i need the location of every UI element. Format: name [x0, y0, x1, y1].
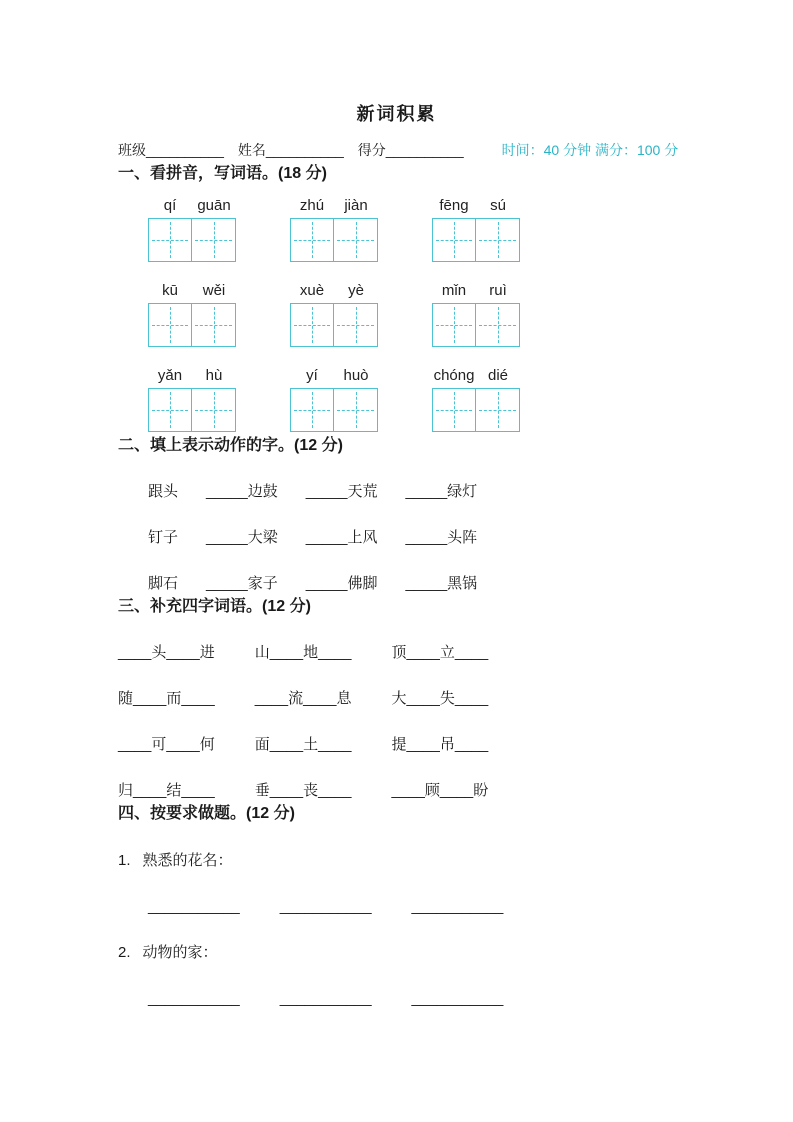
page-title: 新词积累 [356, 104, 437, 124]
fill-blank-item[interactable]: _____大梁 [206, 529, 278, 546]
writing-cell[interactable] [148, 388, 192, 432]
section-2-heading: 二、填上表示动作的字。(12 分) [118, 437, 343, 454]
pinyin-row [148, 282, 743, 347]
pinyin-label [148, 367, 236, 384]
answer-blank[interactable]: ___________ [279, 990, 372, 1007]
fill-blank-item[interactable]: _____天荒 [305, 483, 378, 500]
fill-blank-item[interactable]: ____顾____盼 [391, 782, 489, 799]
answer-blank[interactable]: ___________ [279, 898, 372, 915]
pinyin-syllable: yǎn [157, 367, 183, 384]
question-label: 熟悉的花名： [142, 852, 233, 869]
pinyin-syllable: guān [197, 197, 231, 214]
fill-blank-item[interactable]: _____黑锅 [405, 575, 478, 592]
fill-blank-item[interactable]: 垂____丧____ [254, 782, 352, 799]
fill-blank-item[interactable]: 归____结____ [118, 782, 215, 799]
question-number: 1. [118, 852, 131, 869]
writing-grid [148, 303, 236, 347]
writing-cell[interactable] [432, 218, 476, 262]
fill-blank-item[interactable]: ____头____进 [118, 644, 215, 661]
header-row [118, 140, 743, 160]
writing-cell[interactable] [476, 218, 520, 262]
fill-blank-item[interactable]: ____流____息 [254, 690, 352, 707]
pinyin-syllable: chóng [433, 367, 475, 384]
word-fragment: 跟头 [148, 483, 179, 500]
fill-blank-item[interactable]: 面____土____ [254, 736, 352, 753]
pinyin-syllable: zhú [299, 197, 325, 214]
name-field [238, 140, 344, 160]
name-blank[interactable]: __________ [265, 142, 344, 158]
pinyin-group [432, 367, 520, 432]
pinyin-row [148, 367, 743, 432]
question-item [118, 941, 743, 962]
pinyin-label [290, 367, 378, 384]
fill-row [148, 572, 743, 593]
question-label: 动物的家： [142, 944, 218, 961]
answer-blank[interactable]: ___________ [411, 990, 504, 1007]
fill-row [148, 480, 743, 501]
pinyin-row [148, 197, 743, 262]
writing-grid [290, 388, 378, 432]
fill-blank-item[interactable]: _____头阵 [405, 529, 478, 546]
fill-blank-item[interactable]: 提____吊____ [391, 736, 489, 753]
pinyin-group [148, 282, 236, 347]
worksheet-content [0, 126, 793, 1007]
writing-grid [432, 218, 520, 262]
pinyin-label [148, 282, 236, 299]
pinyin-syllable: qí [163, 197, 177, 214]
answer-blank[interactable]: ___________ [148, 898, 240, 915]
answer-blank-row [148, 990, 743, 1007]
writing-cell[interactable] [290, 303, 334, 347]
pinyin-group [290, 197, 378, 262]
class-label: 班级 [118, 142, 146, 158]
idiom-row [118, 733, 743, 754]
fill-blank-item[interactable]: ____可____何 [118, 736, 215, 753]
pinyin-group [148, 197, 236, 262]
writing-cell[interactable] [192, 218, 236, 262]
writing-cell[interactable] [432, 303, 476, 347]
pinyin-group [290, 282, 378, 347]
word-fragment: 钉子 [148, 529, 179, 546]
pinyin-syllable: huò [343, 367, 369, 384]
question-item [118, 849, 743, 870]
writing-cell[interactable] [148, 218, 192, 262]
pinyin-group [432, 282, 520, 347]
answer-blank[interactable]: ___________ [148, 990, 240, 1007]
writing-grid [290, 218, 378, 262]
fill-blank-item[interactable]: _____边鼓 [206, 483, 278, 500]
writing-cell[interactable] [148, 303, 192, 347]
answer-blank-row [148, 898, 743, 915]
writing-cell[interactable] [290, 388, 334, 432]
pinyin-syllable: ruì [489, 282, 507, 299]
score-label: 得分 [357, 142, 386, 158]
fill-blank-item[interactable]: 山____地____ [254, 644, 352, 661]
writing-cell[interactable] [334, 303, 378, 347]
score-blank[interactable]: __________ [385, 142, 464, 158]
pinyin-syllable: xuè [299, 282, 325, 299]
score-field [358, 140, 464, 160]
section-4-heading: 四、按要求做题。(12 分) [118, 805, 295, 822]
writing-cell[interactable] [192, 388, 236, 432]
question-number: 2. [118, 944, 131, 961]
writing-cell[interactable] [432, 388, 476, 432]
class-field [118, 140, 224, 160]
answer-blank[interactable]: ___________ [411, 898, 504, 915]
writing-cell[interactable] [192, 303, 236, 347]
fill-row [148, 526, 743, 547]
pinyin-syllable: wěi [202, 282, 226, 299]
writing-grid [432, 303, 520, 347]
pinyin-syllable: yè [348, 282, 364, 299]
pinyin-syllable: fēng [439, 197, 469, 214]
fill-blank-item[interactable]: _____家子 [206, 575, 278, 592]
name-label: 姓名 [237, 142, 266, 158]
pinyin-label [290, 197, 378, 214]
pinyin-syllable: kū [162, 282, 178, 299]
pinyin-syllable: sú [490, 197, 506, 214]
writing-grid [290, 303, 378, 347]
writing-grid [148, 388, 236, 432]
word-fragment: 脚石 [148, 575, 179, 592]
fill-blank-item[interactable]: _____佛脚 [305, 575, 378, 592]
idiom-row [118, 779, 743, 800]
writing-cell[interactable] [334, 388, 378, 432]
pinyin-label [432, 367, 520, 384]
pinyin-group [290, 367, 378, 432]
pinyin-syllable: mǐn [441, 282, 467, 299]
class-blank[interactable]: __________ [146, 142, 224, 158]
section-3-heading: 三、补充四字词语。(12 分) [118, 598, 311, 615]
pinyin-syllable: hù [205, 367, 223, 384]
fill-blank-item[interactable]: 顶____立____ [391, 644, 489, 661]
writing-grid [432, 388, 520, 432]
pinyin-label [432, 282, 520, 299]
fill-blank-item[interactable]: 随____而____ [118, 690, 215, 707]
pinyin-label [290, 282, 378, 299]
writing-cell[interactable] [476, 388, 520, 432]
fill-blank-item[interactable]: _____上风 [305, 529, 378, 546]
fill-blank-item[interactable]: 大____失____ [391, 690, 489, 707]
pinyin-group [148, 367, 236, 432]
pinyin-label [432, 197, 520, 214]
idiom-row [118, 641, 743, 662]
pinyin-syllable: jiàn [344, 197, 368, 214]
writing-cell[interactable] [334, 218, 378, 262]
pinyin-syllable: dié [487, 367, 509, 384]
pinyin-syllable: yí [306, 367, 318, 384]
pinyin-label [148, 197, 236, 214]
fill-blank-item[interactable]: _____绿灯 [405, 483, 478, 500]
section-1-heading: 一、看拼音，写词语。(18 分) [118, 165, 327, 182]
idiom-row [118, 687, 743, 708]
writing-cell[interactable] [290, 218, 334, 262]
writing-cell[interactable] [476, 303, 520, 347]
time-info: 时间：40 分钟 满分：100 分 [501, 142, 679, 158]
writing-grid [148, 218, 236, 262]
pinyin-group [432, 197, 520, 262]
